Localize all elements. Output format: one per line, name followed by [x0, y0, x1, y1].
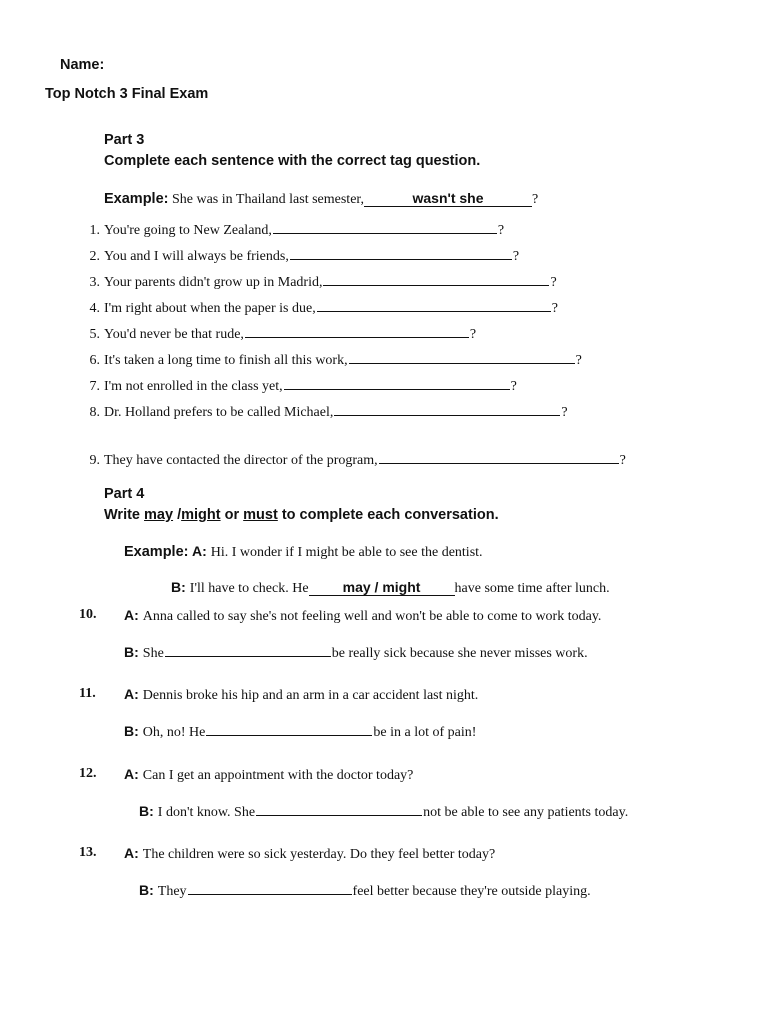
answer-blank[interactable]	[317, 297, 551, 312]
part3-instruction: Complete each sentence with the correct tag question.	[104, 153, 481, 169]
instr-slash: /	[177, 507, 182, 523]
answer-blank[interactable]	[349, 349, 575, 364]
item-end: ?	[575, 353, 582, 368]
answer-blank[interactable]	[334, 401, 560, 416]
part3-item-3	[82, 271, 557, 291]
speaker-b-label: B:	[124, 723, 139, 739]
answer-blank[interactable]	[256, 801, 422, 816]
item-number: 2.	[89, 249, 100, 264]
q13-b-post: feel better because they're outside playing.	[352, 884, 591, 899]
q11-b-post: be in a lot of pain!	[373, 725, 477, 740]
q10-b-post: be really sick because she never misses work.	[331, 646, 588, 661]
item-text: Dr. Holland prefers to be called Michael,	[104, 405, 334, 420]
answer-blank[interactable]	[290, 245, 512, 260]
item-end: ?	[469, 327, 477, 342]
item-number: 4.	[89, 301, 100, 316]
answer-blank[interactable]	[284, 375, 510, 390]
item-end: ?	[550, 275, 557, 290]
example-end: ?	[532, 192, 539, 207]
speaker-b-label: B:	[139, 882, 154, 898]
answer-blank[interactable]	[245, 323, 469, 338]
part3-item-8	[82, 401, 568, 421]
exam-title: Top Notch 3 Final Exam	[45, 86, 209, 102]
speaker-a-label: A:	[124, 607, 139, 623]
part3-item-5	[82, 323, 476, 343]
speaker-a-label: A:	[124, 686, 139, 702]
q13-b-pre: They	[157, 884, 187, 899]
part3-heading: Part 3	[104, 132, 145, 148]
instr-may: may	[144, 507, 174, 523]
item-text: You're going to New Zealand,	[104, 223, 272, 238]
example-b-pre: I'll have to check. He	[189, 581, 309, 596]
part3-item-2	[82, 245, 519, 265]
answer-blank[interactable]	[323, 271, 549, 286]
q12-b-post: not be able to see any patients today.	[423, 805, 629, 820]
q11-a-text: Dennis broke his hip and an arm in a car accident last night.	[142, 688, 479, 703]
item-number: 7.	[89, 379, 100, 394]
instr-might: might	[181, 507, 221, 523]
answer-blank[interactable]	[206, 721, 372, 736]
part3-example	[104, 190, 538, 208]
question-number-13: 13.	[79, 845, 97, 860]
item-text: You'd never be that rude,	[104, 327, 244, 342]
item-number: 5.	[89, 327, 100, 342]
q12-b-pre: I don't know. She	[157, 805, 256, 820]
item-text: I'm not enrolled in the class yet,	[104, 379, 283, 394]
example-answer: wasn't she	[364, 190, 532, 207]
item-text: It's taken a long time to finish all this work,	[104, 353, 348, 368]
item-number: 9.	[89, 453, 100, 468]
answer-blank[interactable]	[379, 449, 619, 464]
item-end: ?	[551, 301, 558, 316]
question-number-10: 10.	[79, 607, 97, 622]
part3-item-9	[82, 449, 626, 469]
speaker-a-label: A:	[124, 845, 139, 861]
q10-a-text: Anna called to say she's not feeling well and won't be able to come to work today.	[142, 609, 602, 624]
item-end: ?	[510, 379, 517, 394]
speaker-a-label: A:	[124, 766, 139, 782]
item-end: ?	[561, 405, 568, 420]
part3-item-6	[82, 349, 582, 369]
question-number-12: 12.	[79, 766, 97, 781]
answer-blank[interactable]	[273, 219, 497, 234]
q12-line-a	[124, 766, 413, 784]
q12-line-b	[139, 801, 628, 821]
q10-b-pre: She	[142, 646, 164, 661]
item-text: You and I will always be friends,	[104, 249, 289, 264]
instr-write: Write	[104, 507, 140, 523]
instr-or: or	[224, 507, 240, 523]
part3-item-4	[82, 297, 558, 317]
item-text: Your parents didn't grow up in Madrid,	[104, 275, 323, 290]
item-text: They have contacted the director of the program,	[104, 453, 378, 468]
part4-instruction	[104, 507, 499, 523]
q10-line-a	[124, 607, 601, 625]
example-b-answer: may / might	[309, 579, 455, 596]
q10-line-b	[124, 642, 588, 662]
instr-must: must	[243, 507, 278, 523]
item-number: 3.	[89, 275, 100, 290]
speaker-b-label: B:	[124, 644, 139, 660]
part4-heading: Part 4	[104, 486, 145, 502]
example-a-text: Hi. I wonder if I might be able to see the dentist.	[210, 545, 483, 560]
speaker-a-label: A:	[191, 543, 207, 559]
example-b-post: have some time after lunch.	[454, 581, 610, 596]
example-label: Example:	[104, 191, 169, 207]
question-number-11: 11.	[79, 686, 96, 701]
q11-line-a	[124, 686, 478, 704]
item-text: I'm right about when the paper is due,	[104, 301, 316, 316]
part3-item-1	[82, 219, 504, 239]
speaker-b-label: B:	[171, 579, 186, 595]
item-end: ?	[619, 453, 626, 468]
part4-example-b	[171, 579, 610, 597]
q13-a-text: The children were so sick yesterday. Do they feel better today?	[142, 847, 496, 862]
q12-a-text: Can I get an appointment with the doctor today?	[142, 768, 414, 783]
q13-line-b	[139, 880, 591, 900]
answer-blank[interactable]	[165, 642, 331, 657]
q11-line-b	[124, 721, 476, 741]
speaker-b-label: B:	[139, 803, 154, 819]
item-number: 6.	[89, 353, 100, 368]
item-end: ?	[512, 249, 520, 264]
item-number: 1.	[89, 223, 100, 238]
example-label: Example:	[124, 544, 189, 560]
item-end: ?	[497, 223, 505, 238]
item-number: 8.	[89, 405, 100, 420]
name-label: Name:	[60, 57, 105, 73]
example-sentence: She was in Thailand last semester,	[171, 192, 365, 207]
instr-rest: to complete each conversation.	[281, 507, 499, 523]
answer-blank[interactable]	[188, 880, 352, 895]
part3-item-7	[82, 375, 517, 395]
q13-line-a	[124, 845, 495, 863]
part4-example-a	[124, 543, 483, 561]
q11-b-pre: Oh, no! He	[142, 725, 206, 740]
